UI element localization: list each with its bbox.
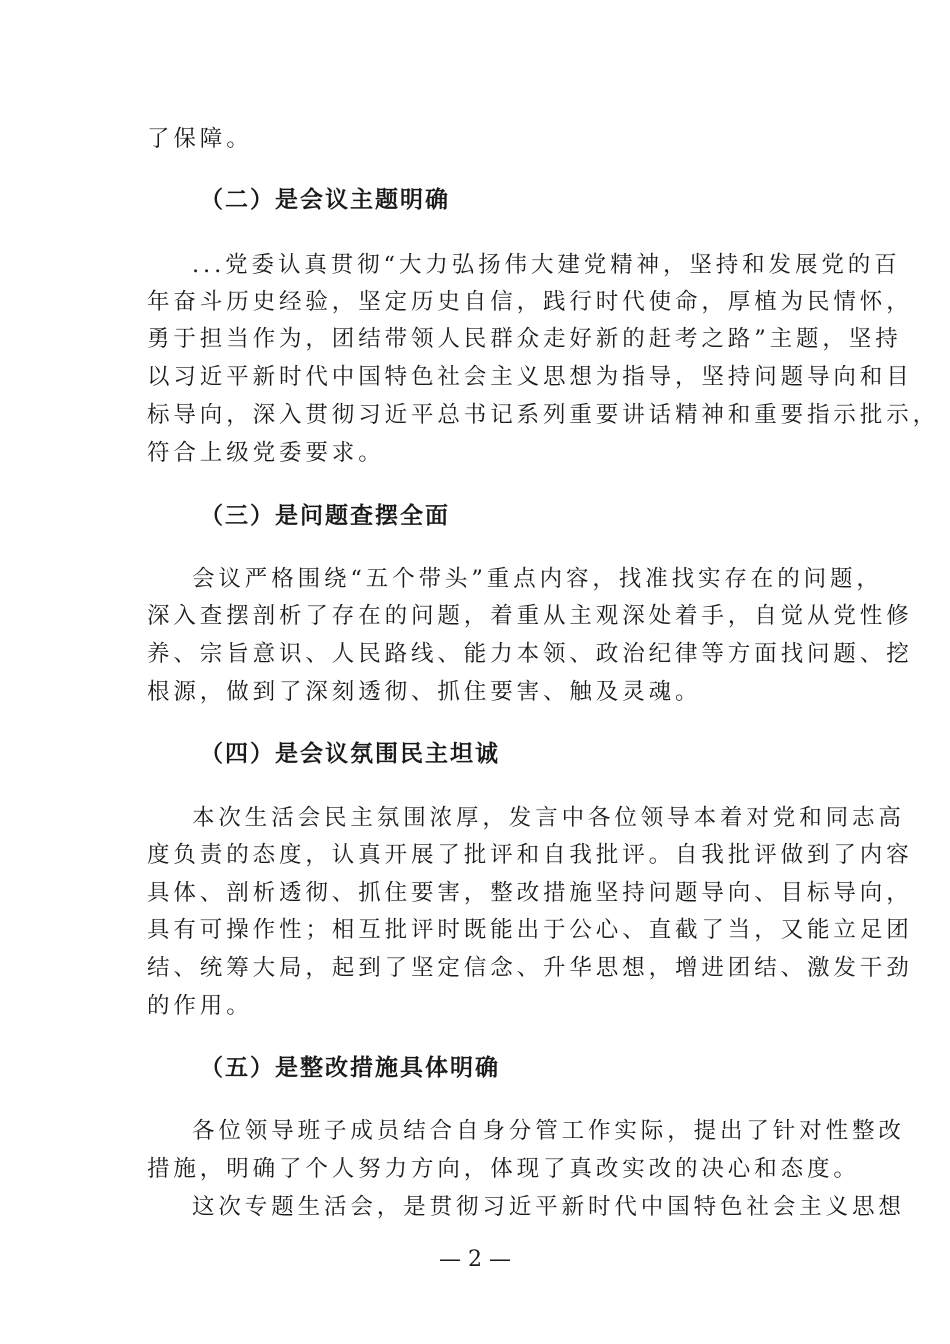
- paragraph-line: 了保障。: [147, 126, 253, 152]
- paragraph-line: 年奋斗历史经验，坚定历史自信，践行时代使命，厚植为民情怀，: [147, 289, 913, 315]
- section-heading-4: （四）是会议氛围民主坦诚: [200, 740, 500, 767]
- paragraph-line: 标导向，深入贯彻习近平总书记系列重要讲话精神和重要指示批示，: [147, 402, 940, 428]
- paragraph-line: 具体、剖析透彻、抓住要害，整改措施坚持问题导向、目标导向，: [147, 880, 913, 906]
- paragraph-line: 根源，做到了深刻透彻、抓住要害、触及灵魂。: [147, 679, 702, 705]
- paragraph-line: ...党委认真贯彻“大力弘扬伟大建党精神，坚持和发展党的百: [192, 252, 901, 278]
- paragraph-line: 深入查摆剖析了存在的问题，着重从主观深处着手，自觉从党性修: [147, 603, 913, 629]
- paragraph-line: 度负责的态度，认真开展了批评和自我批评。自我批评做到了内容: [147, 842, 913, 868]
- paragraph-line: 的作用。: [147, 993, 253, 1019]
- paragraph-line: 勇于担当作为，团结带领人民群众走好新的赶考之路”主题，坚持: [147, 326, 902, 352]
- page-number: — 2 —: [439, 1247, 511, 1272]
- section-heading-3: （三）是问题查摆全面: [200, 502, 450, 529]
- paragraph-line: 本次生活会民主氛围浓厚，发言中各位领导本着对党和同志高: [192, 805, 905, 831]
- paragraph-line: 各位领导班子成员结合自身分管工作实际，提出了针对性整改: [192, 1118, 905, 1144]
- paragraph-line: 措施，明确了个人努力方向，体现了真改实改的决心和态度。: [147, 1156, 860, 1182]
- section-heading-2: （二）是会议主题明确: [200, 186, 450, 213]
- section-heading-5: （五）是整改措施具体明确: [200, 1054, 500, 1081]
- paragraph-line: 符合上级党委要求。: [147, 440, 385, 466]
- paragraph-line: 养、宗旨意识、人民路线、能力本领、政治纪律等方面找问题、挖: [147, 641, 913, 667]
- paragraph-line: 具有可操作性；相互批评时既能出于公心、直截了当，又能立足团: [147, 917, 913, 943]
- paragraph-line: 这次专题生活会，是贯彻习近平新时代中国特色社会主义思想: [192, 1194, 905, 1220]
- paragraph-line: 结、统筹大局，起到了坚定信念、升华思想，增进团结、激发干劲: [147, 955, 913, 981]
- paragraph-line: 以习近平新时代中国特色社会主义思想为指导，坚持问题导向和目: [147, 364, 913, 390]
- paragraph-line: 会议严格围绕“五个带头”重点内容，找准找实存在的问题，: [192, 566, 883, 592]
